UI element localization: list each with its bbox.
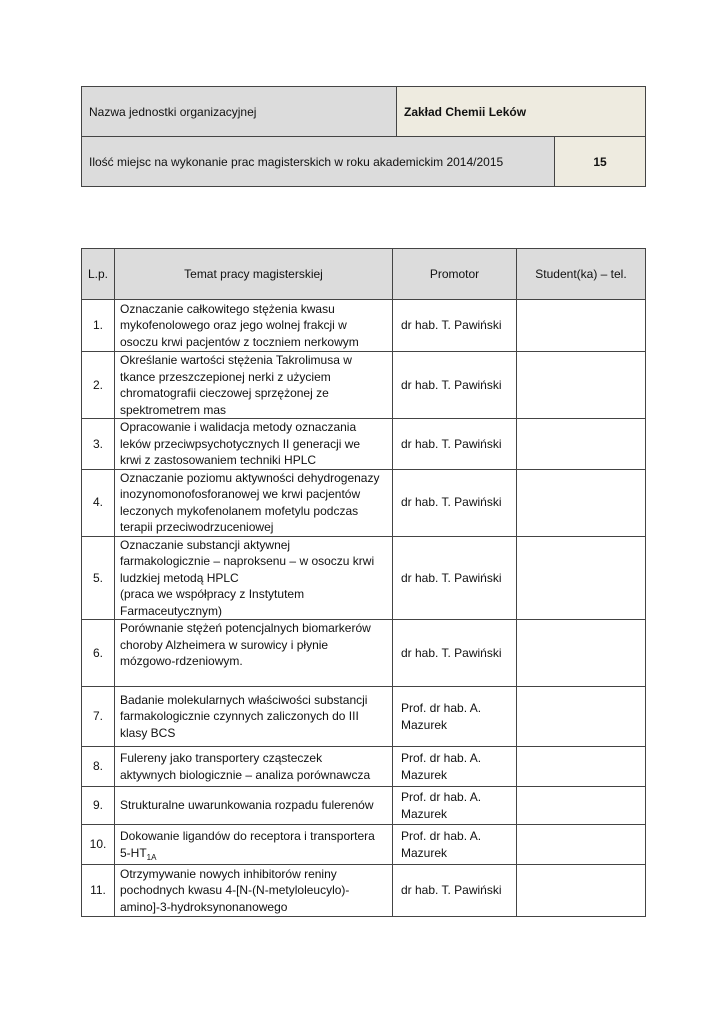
topic-line: tkance przeszczepionej nerki z użyciem [120, 369, 331, 384]
thesis-topic [115, 300, 393, 352]
topic-line: terapii przeciwodrzuceniowej [120, 520, 274, 534]
topic-line [120, 845, 388, 862]
topic-line: leczonych mykofenolanem mofetylu podczas [120, 503, 359, 518]
topic-line: Określanie wartości stężenia Takrolimusa w [120, 353, 352, 367]
promoter-line: dr hab. T. Pawiński [401, 570, 502, 585]
topic-line: Oznaczanie poziomu aktywności dehydrogenazy [120, 470, 380, 485]
promoter [393, 865, 517, 917]
topic-line: Opracowanie i walidacja metody oznaczania [120, 420, 357, 434]
promoter-line: dr hab. T. Pawiński [401, 883, 502, 898]
topic-line: spektrometrem mas [120, 402, 227, 417]
row-number: 11. [82, 865, 115, 917]
thesis-topic [115, 536, 393, 620]
topic-line: Fulereny jako transportery cząsteczek [120, 751, 323, 765]
promoter-line: Prof. dr hab. A. [401, 790, 482, 804]
unit-name-value: Zakład Chemii Leków [397, 87, 646, 137]
promoter [393, 747, 517, 787]
student-contact [517, 687, 646, 747]
promoter-line: Prof. dr hab. A. [401, 701, 482, 715]
table-row [82, 687, 646, 747]
row-number: 1. [82, 300, 115, 352]
table-row [82, 747, 646, 787]
promoter-line: dr hab. T. Pawiński [401, 377, 502, 392]
row-number: 2. [82, 352, 115, 419]
topic-line: Oznaczanie substancji aktywnej [120, 537, 291, 552]
promoter [393, 787, 517, 825]
row-number: 8. [82, 747, 115, 787]
topic-line: pochodnych kwasu 4-[N-(N-metyloleucylo)- [120, 883, 350, 898]
row-number: 4. [82, 469, 115, 536]
thesis-topic [115, 469, 393, 536]
table-row [82, 419, 646, 470]
row-number: 9. [82, 787, 115, 825]
promoter [393, 536, 517, 620]
promoter [393, 687, 517, 747]
student-contact [517, 787, 646, 825]
topic-line: Badanie molekularnych właściwości substancji [120, 692, 368, 707]
table-row [82, 620, 646, 687]
thesis-topics-table [81, 248, 646, 917]
thesis-places-value: 15 [555, 137, 646, 187]
promoter-line: Prof. dr hab. A. [401, 751, 482, 765]
student-contact [517, 536, 646, 620]
student-contact [517, 825, 646, 865]
topic-line: krwi z zastosowaniem techniki HPLC [120, 453, 317, 467]
row-number: 6. [82, 620, 115, 687]
student-contact [517, 352, 646, 419]
topic-line: Oznaczanie całkowitego stężenia kwasu [120, 301, 335, 316]
thesis-topic [115, 352, 393, 419]
student-contact [517, 300, 646, 352]
col-header-student: Student(ka) – tel. [517, 249, 646, 300]
table-row [82, 787, 646, 825]
thesis-topic [115, 787, 393, 825]
student-contact [517, 419, 646, 470]
promoter [393, 620, 517, 687]
topic-line: amino]-3-hydroksynonanowego [120, 899, 288, 914]
col-header-lp: L.p. [82, 249, 115, 300]
col-header-promoter: Promotor [393, 249, 517, 300]
topic-line: klasy BCS [120, 725, 176, 740]
promoter [393, 300, 517, 352]
thesis-topic [115, 747, 393, 787]
unit-name-label: Nazwa jednostki organizacyjnej [82, 87, 397, 137]
row-number: 5. [82, 536, 115, 620]
thesis-topic [115, 620, 393, 687]
row-number: 10. [82, 825, 115, 865]
student-contact [517, 865, 646, 917]
table-row [82, 352, 646, 419]
promoter-line: dr hab. T. Pawiński [401, 645, 502, 660]
promoter-line: Mazurek [401, 767, 448, 782]
row-number: 3. [82, 419, 115, 470]
topic-line: aktywnych biologicznie – analiza porównawcza [120, 767, 371, 782]
topic-line: inozynomonofosforanowej we krwi pacjentów [120, 487, 361, 501]
table-row [82, 536, 646, 620]
topic-line: Porównanie stężeń potencjalnych biomarkerów [120, 621, 371, 635]
table-row [82, 865, 646, 917]
row-number: 7. [82, 687, 115, 747]
thesis-places-label: Ilość miejsc na wykonanie prac magisterskich w roku akademickim 2014/2015 [82, 137, 555, 187]
promoter-line: Mazurek [401, 806, 448, 821]
topic-line: mykofenolowego oraz jego wolnej frakcji w [120, 318, 347, 333]
thesis-topic [115, 419, 393, 470]
student-contact [517, 469, 646, 536]
student-contact [517, 747, 646, 787]
table-row [82, 300, 646, 352]
topic-line: Otrzymywanie nowych inhibitorów reniny [120, 866, 337, 881]
promoter-line: Mazurek [401, 845, 448, 860]
topic-line: leków przeciwpsychotycznych II generacji we [120, 436, 361, 451]
promoter [393, 419, 517, 470]
topic-line: (praca we współpracy z Instytutem [120, 587, 305, 601]
promoter-line: Mazurek [401, 717, 448, 732]
promoter [393, 825, 517, 865]
promoter-line: dr hab. T. Pawiński [401, 436, 502, 451]
thesis-topic [115, 687, 393, 747]
topic-line: ludzkiej metodą HPLC [120, 570, 239, 585]
promoter-line: Prof. dr hab. A. [401, 829, 482, 843]
promoter-line: dr hab. T. Pawiński [401, 318, 502, 333]
topic-subscript: 1A [146, 852, 157, 862]
thesis-topic [115, 825, 393, 865]
table-header-row [82, 249, 646, 300]
promoter-line: dr hab. T. Pawiński [401, 495, 502, 510]
unit-info-table [81, 86, 646, 187]
topic-line: mózgowo-rdzeniowym. [120, 654, 243, 668]
topic-line: osoczu krwi pacjentów z toczniem nerkowym [120, 334, 359, 349]
topic-line: Dokowanie ligandów do receptora i transportera [120, 829, 375, 843]
topic-line: farmakologicznie czynnych zaliczonych do III [120, 709, 359, 724]
topic-line: choroby Alzheimera w surowicy i płynie [120, 637, 329, 652]
col-header-topic: Temat pracy magisterskiej [115, 249, 393, 300]
topic-line: Farmaceutycznym) [120, 603, 223, 618]
topic-tail: 5-HT [120, 845, 147, 860]
topic-line: Strukturalne uwarunkowania rozpadu fulerenów [120, 798, 374, 813]
topic-line: farmakologicznie – naproksenu – w osoczu krwi [120, 554, 375, 568]
topic-line: chromatografii cieczowej sprzężonej ze [120, 386, 329, 400]
promoter [393, 469, 517, 536]
thesis-topic [115, 865, 393, 917]
table-row [82, 825, 646, 865]
student-contact [517, 620, 646, 687]
topic-line [120, 670, 388, 687]
promoter [393, 352, 517, 419]
table-row [82, 469, 646, 536]
